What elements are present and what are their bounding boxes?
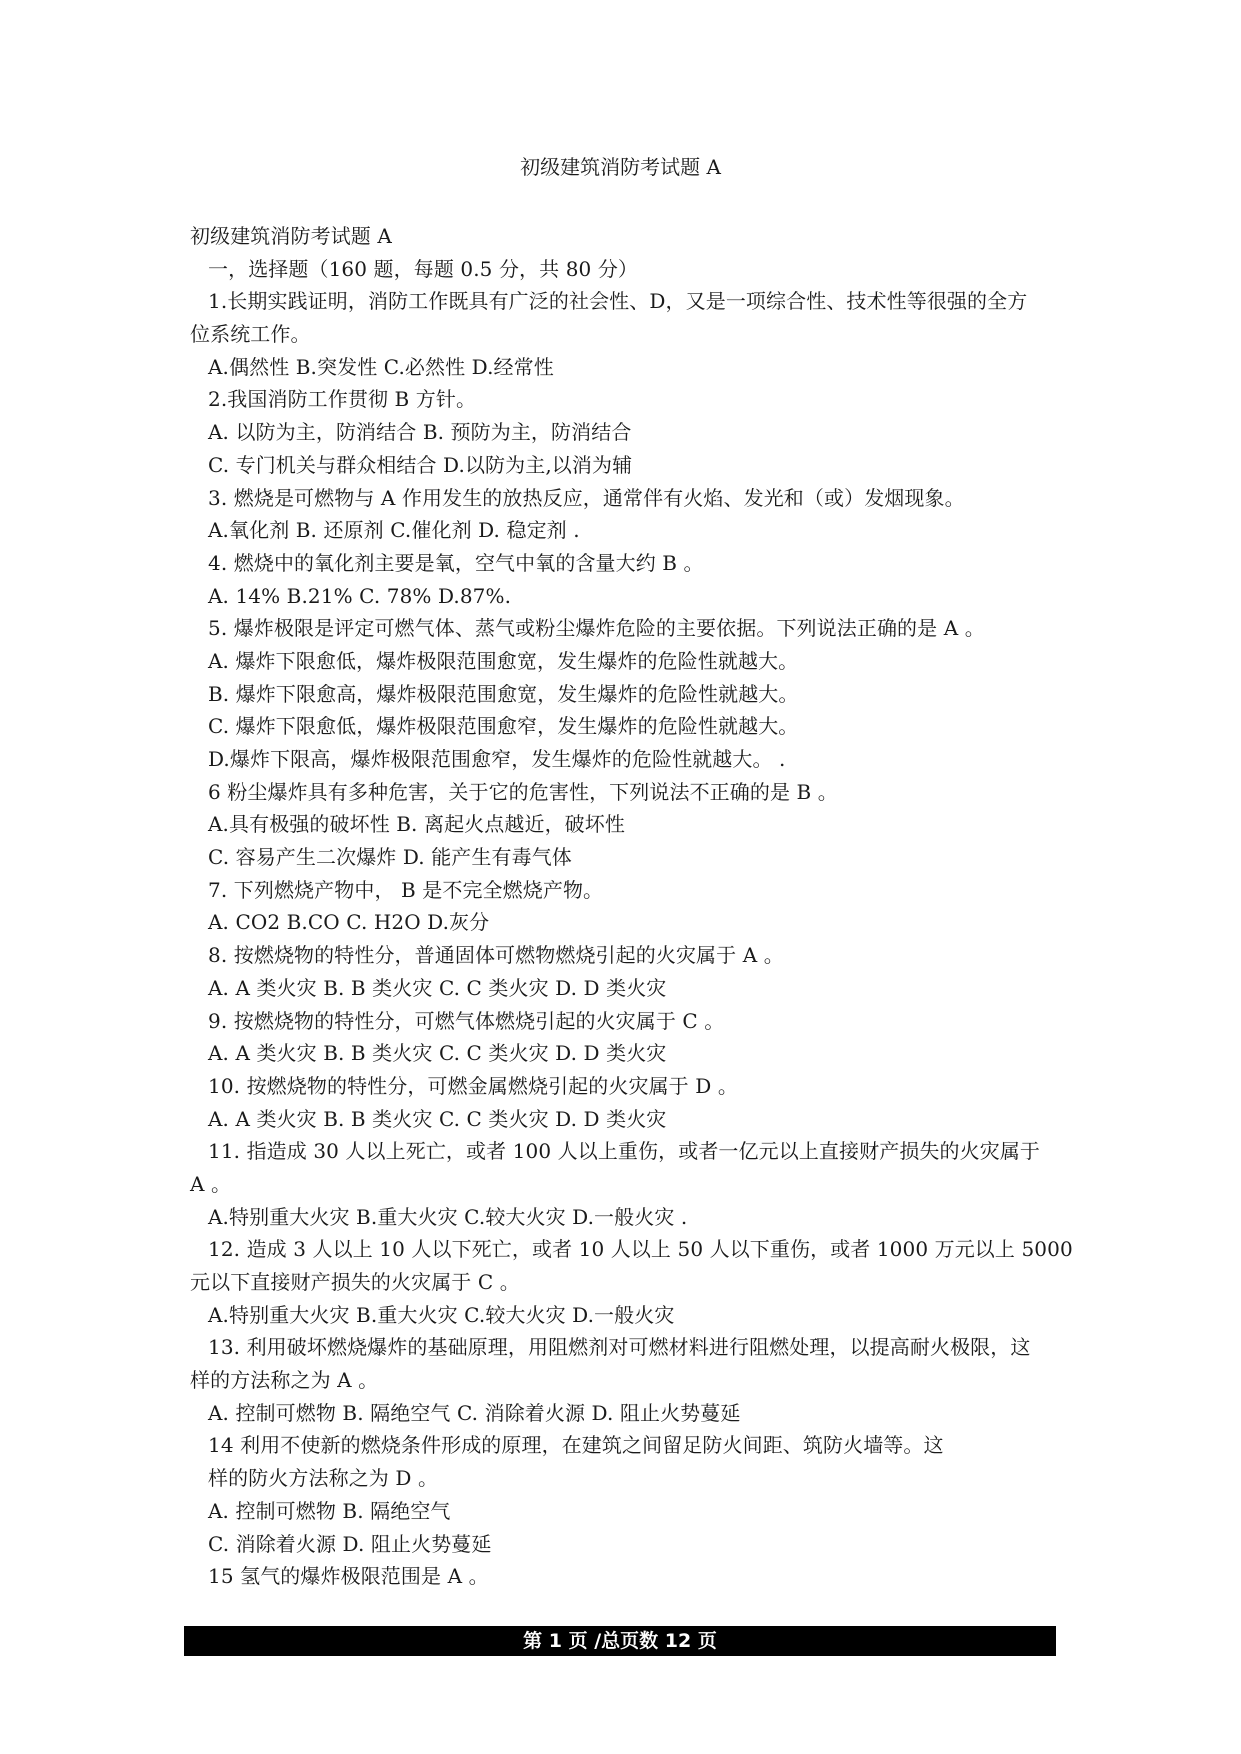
- text-line: C. 容易产生二次爆炸 D. 能产生有毒气体: [208, 845, 572, 870]
- text-line: C. 消除着火源 D. 阻止火势蔓延: [208, 1531, 492, 1556]
- text-line: A.氧化剂 B. 还原剂 C.催化剂 D. 稳定剂 .: [208, 518, 580, 543]
- text-line: A. CO2 B.CO C. H2O D.灰分: [208, 910, 490, 935]
- text-line: 3. 燃烧是可燃物与 A 作用发生的放热反应，通常伴有火焰、发光和（或）发烟现象。: [208, 485, 965, 510]
- text-line: A 。: [190, 1171, 232, 1196]
- text-line: A.具有极强的破坏性 B. 离起火点越近，破坏性: [208, 812, 625, 837]
- text-line: 8. 按燃烧物的特性分，普通固体可燃物燃烧引起的火灾属于 A 。: [208, 943, 784, 968]
- text-line: A.偶然性 B.突发性 C.必然性 D.经常性: [208, 354, 554, 379]
- page-title: 初级建筑消防考试题 A: [520, 155, 721, 179]
- text-line: A. 以防为主，防消结合 B. 预防为主，防消结合: [208, 420, 632, 445]
- text-line: C. 爆炸下限愈低，爆炸极限范围愈窄，发生爆炸的危险性就越大。: [208, 714, 799, 739]
- text-line: 10. 按燃烧物的特性分，可燃金属燃烧引起的火灾属于 D 。: [208, 1073, 738, 1098]
- text-line: A. 控制可燃物 B. 隔绝空气 C. 消除着火源 D. 阻止火势蔓延: [208, 1400, 741, 1425]
- text-line: 2.我国消防工作贯彻 B 方针。: [208, 387, 477, 412]
- text-line: 6 粉尘爆炸具有多种危害，关于它的危害性，下列说法不正确的是 B 。: [208, 779, 838, 804]
- text-line: 样的防火方法称之为 D 。: [208, 1466, 439, 1491]
- page-number-label: 第 1 页 /总页数 12 页: [523, 1630, 717, 1652]
- text-line: 12. 造成 3 人以上 10 人以下死亡，或者 10 人以上 50 人以下重伤，或者 1000 万元以上 5000: [208, 1237, 1073, 1262]
- text-line: A.特别重大火灾 B.重大火灾 C.较大火灾 D.一般火灾: [208, 1302, 675, 1327]
- text-line: 14 利用不使新的燃烧条件形成的原理，在建筑之间留足防火间距、筑防火墙等。这: [208, 1433, 944, 1458]
- text-line: 元以下直接财产损失的火灾属于 C 。: [190, 1270, 520, 1294]
- text-line: 9. 按燃烧物的特性分，可燃气体燃烧引起的火灾属于 C 。: [208, 1008, 725, 1033]
- text-line: 位系统工作。: [190, 322, 311, 347]
- text-line: A. A 类火灾 B. B 类火灾 C. C 类火灾 D. D 类火灾: [208, 1041, 667, 1066]
- text-line: A. A 类火灾 B. B 类火灾 C. C 类火灾 D. D 类火灾: [208, 975, 667, 1000]
- text-line: 样的方法称之为 A 。: [190, 1368, 379, 1393]
- text-line: D.爆炸下限高，爆炸极限范围愈窄，发生爆炸的危险性就越大。 .: [208, 747, 786, 771]
- document-body: [190, 220, 1073, 1593]
- text-line: 1.长期实践证明，消防工作既具有广泛的社会性、D，又是一项综合性、技术性等很强的全方: [208, 289, 1028, 314]
- text-line: B. 爆炸下限愈高，爆炸极限范围愈宽，发生爆炸的危险性就越大。: [208, 681, 799, 706]
- text-line: A. A 类火灾 B. B 类火灾 C. C 类火灾 D. D 类火灾: [208, 1106, 667, 1131]
- text-line: A. 14% B.21% C. 78% D.87%.: [208, 583, 512, 608]
- text-line: C. 专门机关与群众相结合 D.以防为主,以消为辅: [208, 452, 633, 477]
- text-line: 初级建筑消防考试题 A: [190, 224, 392, 248]
- text-line: 13. 利用破坏燃烧爆炸的基础原理，用阻燃剂对可燃材料进行阻燃处理，以提高耐火极限，这: [208, 1335, 1031, 1360]
- text-line: 11. 指造成 30 人以上死亡，或者 100 人以上重伤，或者一亿元以上直接财产损失的火灾属于: [208, 1139, 1041, 1164]
- text-line: A. 控制可燃物 B. 隔绝空气: [208, 1498, 451, 1523]
- page-footer: [184, 1626, 1056, 1656]
- text-line: 5. 爆炸极限是评定可燃气体、蒸气或粉尘爆炸危险的主要依据。下列说法正确的是 A 。: [208, 616, 985, 641]
- text-line: 4. 燃烧中的氧化剂主要是氧，空气中氧的含量大约 B 。: [208, 550, 704, 575]
- text-line: 一，选择题（160 题，每题 0.5 分，共 80 分）: [208, 256, 639, 281]
- text-line: A.特别重大火灾 B.重大火灾 C.较大火灾 D.一般火灾 .: [208, 1204, 688, 1229]
- text-line: 7. 下列燃烧产物中， B 是不完全燃烧产物。: [208, 877, 604, 902]
- text-line: A. 爆炸下限愈低，爆炸极限范围愈宽，发生爆炸的危险性就越大。: [208, 648, 799, 673]
- text-line: 15 氢气的爆炸极限范围是 A 。: [208, 1564, 489, 1589]
